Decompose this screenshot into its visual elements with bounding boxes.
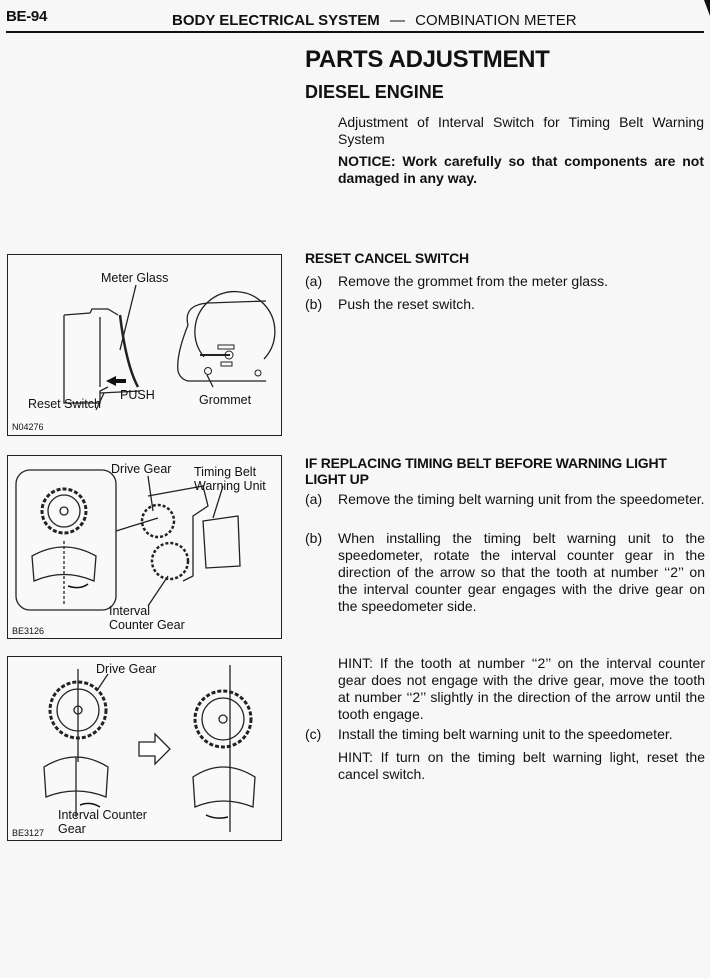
step-label: (b)	[305, 530, 323, 546]
step-text: Install the timing belt warning unit to the speedometer.	[338, 726, 673, 742]
page-number: BE-94	[6, 8, 48, 25]
page-title: PARTS ADJUSTMENT	[305, 46, 550, 73]
intro-text: Adjustment of Interval Switch for Timing Belt Warning System	[338, 114, 704, 147]
figure-code: BE3127	[12, 828, 45, 838]
step-label: (a)	[305, 273, 323, 289]
label-drive-gear: Drive Gear	[96, 662, 157, 676]
label-reset-switch: Reset Switch	[28, 397, 101, 411]
step-text: Remove the timing belt warning unit from the speedometer.	[338, 491, 705, 507]
hint-text: HINT: If the tooth at number ‘‘2’’ on the interval counter gear does not engage with the drive gear, move the tooth at number ‘‘2’’ slightly in the direction of the arrow until the tooth engage.	[338, 655, 705, 722]
header-separator: —	[389, 12, 405, 29]
figure-code: BE3126	[12, 626, 45, 636]
section-title-reset-cancel: RESET CANCEL SWITCH	[305, 250, 469, 266]
step-label: (b)	[305, 296, 323, 312]
label-push: PUSH	[120, 388, 155, 402]
step-text: Push the reset switch.	[338, 296, 475, 312]
page-corner-mark	[704, 0, 710, 16]
header-subsection: COMBINATION METER	[415, 12, 577, 29]
label-warning-unit: Warning Unit	[194, 479, 266, 493]
notice-text: NOTICE: Work carefully so that components are not damaged in any way.	[338, 153, 704, 186]
label-timing-belt: Timing Belt	[194, 465, 257, 479]
label-grommet: Grommet	[199, 393, 252, 407]
label-meter-glass: Meter Glass	[101, 271, 169, 285]
header-rule	[6, 31, 704, 33]
step-text: When installing the timing belt warning unit to the speedometer, rotate the interval counter gear in the direction of the arrow so that the tooth at number ‘‘2’’ on the interval counter gear engages with the drive gear on the speedometer side.	[338, 530, 705, 614]
step-item	[305, 726, 705, 743]
label-interval-counter: Interval Counter	[58, 808, 147, 822]
step-item	[305, 530, 705, 615]
section-title-replacing-belt: IF REPLACING TIMING BELT BEFORE WARNING LIGHT LIGHT UP	[305, 455, 667, 487]
figure-gear-engagement	[7, 656, 282, 841]
label-counter-gear: Counter Gear	[109, 618, 185, 632]
figure-reset-switch	[7, 254, 282, 436]
page-subtitle: DIESEL ENGINE	[305, 82, 444, 102]
step-label: (c)	[305, 726, 322, 742]
label-drive-gear: Drive Gear	[111, 462, 172, 476]
label-interval: Interval	[109, 604, 150, 618]
figure-code: N04276	[12, 422, 44, 432]
figure-warning-unit	[7, 455, 282, 639]
step-text: Remove the grommet from the meter glass.	[338, 273, 608, 289]
step-item	[305, 296, 705, 313]
label-gear: Gear	[58, 822, 86, 836]
step-item	[305, 273, 705, 290]
step-item	[305, 491, 705, 508]
push-arrow-icon	[106, 376, 126, 386]
header-section: BODY ELECTRICAL SYSTEM	[172, 12, 380, 29]
step-label: (a)	[305, 491, 323, 507]
running-header	[172, 12, 577, 29]
hint-text: HINT: If turn on the timing belt warning light, reset the cancel switch.	[338, 749, 705, 782]
arrow-right-icon	[139, 734, 170, 764]
